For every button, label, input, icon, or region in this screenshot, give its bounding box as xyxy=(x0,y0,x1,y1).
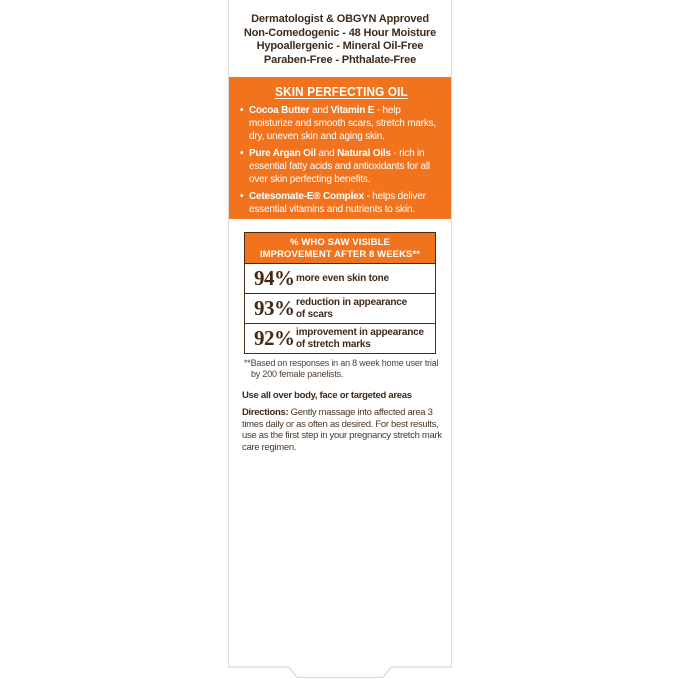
table-row xyxy=(245,323,435,353)
usage-heading: Use all over body, face or targeted areas xyxy=(242,390,412,401)
trial-footnote xyxy=(244,358,451,379)
percent-value: 93% xyxy=(254,296,295,320)
benefit-text: Pure Argan Oil and Natural Oils - rich in essential fatty acids and antioxidants for all over skin perfecting benefits. xyxy=(249,148,430,185)
result-description: improvement in appearance of stretch marks xyxy=(296,327,424,350)
product-claims-list xyxy=(229,0,451,67)
footnote-line: **Based on responses in an 8 week home user trial xyxy=(244,358,439,368)
percent-value: 92% xyxy=(254,326,295,350)
claim-line: Non-Comedogenic - 48 Hour Moisture xyxy=(243,26,437,39)
table-row xyxy=(245,293,435,323)
claim-line: Paraben-Free - Phthalate-Free xyxy=(263,53,417,66)
benefit-bullet-cetesomate xyxy=(240,190,443,216)
table-row xyxy=(245,264,435,293)
footnote-line: by 200 female panelists. xyxy=(251,368,344,379)
table-header xyxy=(245,233,435,264)
benefit-bullet-cocoa-butter xyxy=(240,104,443,143)
claim-line: Dermatologist & OBGYN Approved xyxy=(251,13,429,25)
benefit-text: Cetesomate-E® Complex - helps deliver essential vitamins and nutrients to skin. xyxy=(249,191,426,215)
section-title: SKIN PERFECTING OIL xyxy=(275,84,408,99)
benefit-text: Cocoa Butter and Vitamin E - help moisturize and smooth scars, stretch marks, dry, uneven skin and aging skin. xyxy=(249,105,437,142)
percent-value: 94% xyxy=(254,266,295,290)
improvement-results-table xyxy=(244,232,436,354)
directions-label: Directions: xyxy=(242,407,289,418)
skin-perfecting-oil-section xyxy=(229,77,451,219)
benefit-bullet-argan-oil xyxy=(240,147,443,186)
bullet-dot-icon xyxy=(240,147,249,186)
table-header-line: IMPROVEMENT AFTER 8 WEEKS** xyxy=(259,248,421,260)
claim-line: Hypoallergenic - Mineral Oil-Free xyxy=(256,40,424,52)
result-description: more even skin tone xyxy=(296,272,389,284)
table-header-line: % WHO SAW VISIBLE xyxy=(290,237,390,248)
directions-body: Gently massage into affected area 3 times daily or as often as desired. For best results, use as the first step in your pregnancy stretch mark care regimen. xyxy=(242,407,442,453)
bullet-dot-icon xyxy=(240,190,249,216)
result-description: reduction in appearance of scars xyxy=(296,297,407,320)
bullet-dot-icon xyxy=(240,104,249,143)
box-back-panel xyxy=(228,0,452,668)
box-flap-outline xyxy=(229,666,451,679)
directions-paragraph xyxy=(242,407,448,453)
